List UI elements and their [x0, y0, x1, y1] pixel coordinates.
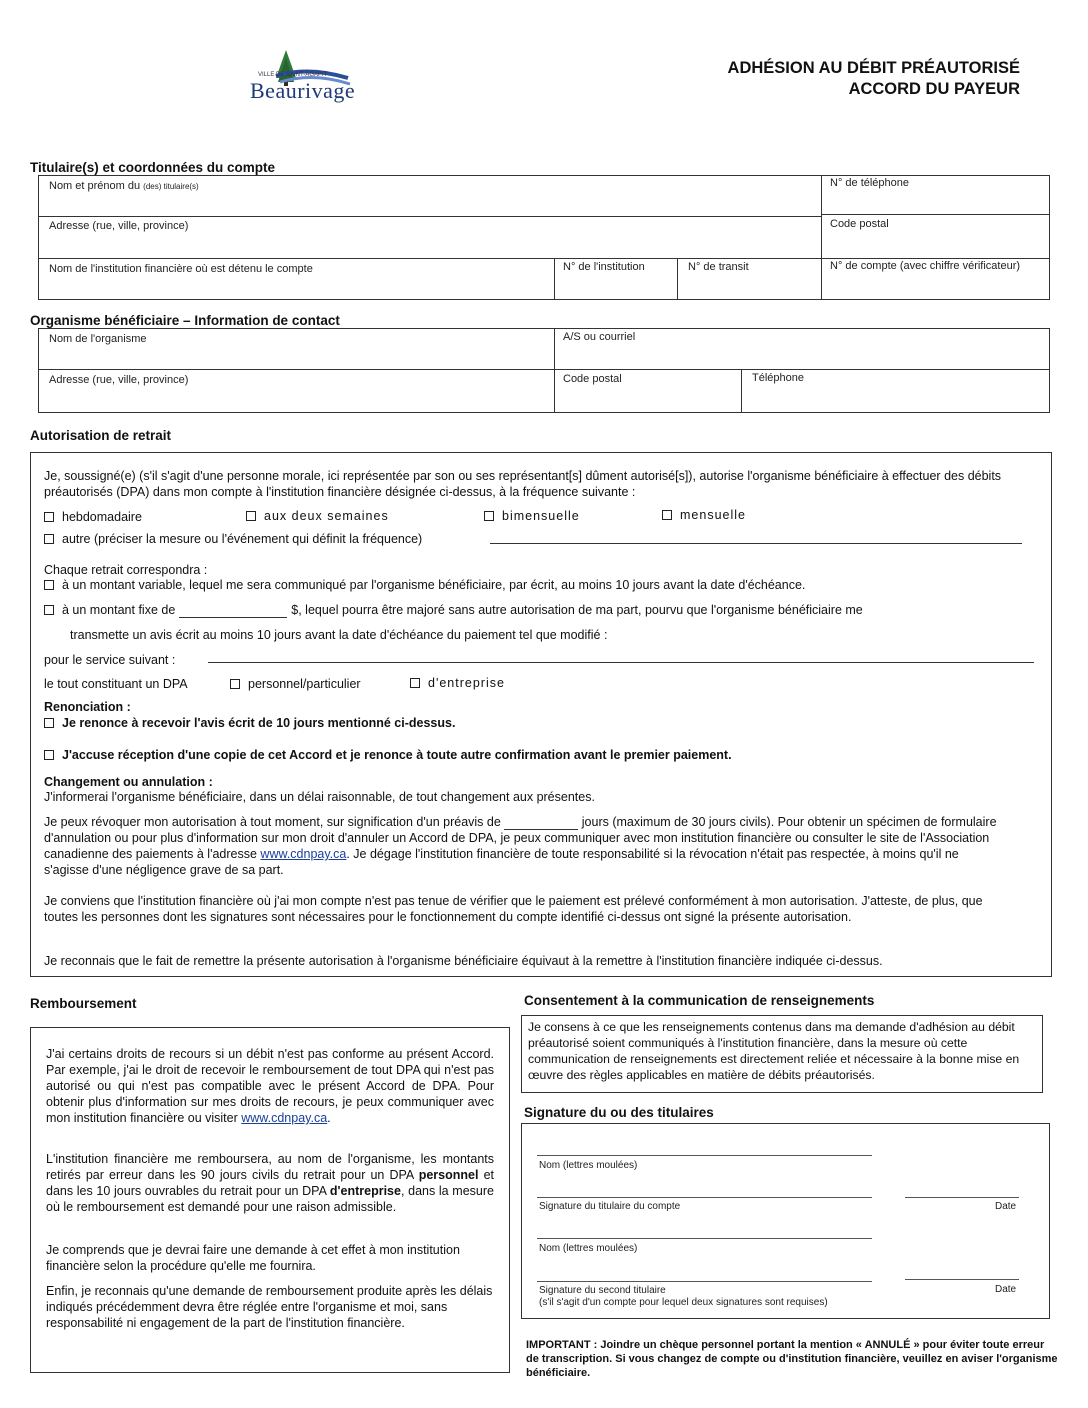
freq-other-line[interactable] — [490, 543, 1022, 544]
checkbox-icon[interactable] — [44, 534, 54, 544]
signature-note-2: (s'il s'agit d'un compte pour lequel deux signatures sont requises) — [539, 1297, 828, 1308]
refund-cdnpay-link[interactable]: www.cdnpay.ca — [241, 1111, 328, 1125]
refund-paragraph-3: Je comprends que je devrai faire une demande à cet effet à mon institution financière selon la procédure qu'elle me fournira. — [46, 1243, 460, 1273]
refund-paragraph-2: L'institution financière me remboursera, au nom de l'organisme, les montants retirés par erreur dans les 90 jours civils du retrait pour un DPA personnel et dans les 10 jours ouvrables du retrait pour un DPA d'entreprise, dans la mesure où le remboursement est demandé pour une raison admissible. — [46, 1152, 494, 1214]
date-line-2[interactable] — [905, 1279, 1019, 1280]
freq-semimonthly-option[interactable]: bimensuelle — [484, 508, 580, 524]
checkbox-icon[interactable] — [484, 511, 494, 521]
logo-text: Beaurivage — [250, 78, 356, 103]
important-note: IMPORTANT : Joindre un chèque personnel portant la mention « ANNULÉ » pour éviter toute erreur de transcription. Si vous changez de compte ou d'institution financière, veuillez en aviser l'organisme bénéficiaire. — [526, 1339, 1058, 1379]
waiver-option-1[interactable]: Je renonce à recevoir l'avis écrit de 10 jours mentionné ci-dessus. — [44, 715, 455, 731]
waiver-option-2[interactable]: J'accuse réception d'une copie de cet Accord et je renonce à toute autre confirmation avant le premier paiement. — [44, 747, 732, 763]
checkbox-icon[interactable] — [44, 512, 54, 522]
name-label-1: Nom (lettres moulées) — [539, 1160, 638, 1171]
notice-days-input[interactable] — [504, 829, 578, 830]
logo — [238, 44, 388, 110]
each-withdrawal-label: Chaque retrait correspondra : — [44, 563, 208, 577]
title-line-2: ACCORD DU PAYEUR — [848, 80, 1020, 98]
fixed-amount-input[interactable] — [179, 617, 287, 618]
checkbox-icon[interactable] — [662, 510, 672, 520]
cdnpay-link[interactable]: www.cdnpay.ca — [260, 847, 347, 861]
consent-text: Je consens à ce que les renseignements contenus dans ma demande d'adhésion au débit préautorisé soient communiqués à l'institution financière, dans la mesure où cette communication de renseignements est directement reliée et nécessaire à la bonne mise en œuvre des règles applicables en matière de débits préautorisés. — [528, 1020, 1020, 1082]
signature-label-2: Signature du second titulaire — [539, 1285, 666, 1296]
org-contact-field[interactable]: A/S ou courriel — [563, 331, 636, 343]
signature-heading: Signature du ou des titulaires — [524, 1105, 714, 1120]
checkbox-icon[interactable] — [44, 718, 54, 728]
checkbox-icon[interactable] — [44, 750, 54, 760]
freq-monthly-option[interactable]: mensuelle — [662, 507, 746, 523]
org-info-box — [38, 328, 1050, 413]
institution-number-field[interactable]: N° de l'institution — [563, 261, 645, 273]
institution-name-field[interactable]: Nom de l'institution financière où est détenu le compte — [49, 263, 313, 275]
consent-heading: Consentement à la communication de renseignements — [524, 993, 875, 1008]
authorization-heading: Autorisation de retrait — [30, 428, 172, 443]
org-section-heading: Organisme bénéficiaire – Information de contact — [30, 313, 340, 328]
dpa-business-option[interactable]: d'entreprise — [410, 675, 505, 691]
checkbox-icon[interactable] — [230, 679, 240, 689]
org-name-field[interactable]: Nom de l'organisme — [49, 333, 147, 345]
freq-other-option[interactable]: autre (préciser la mesure ou l'événement qui définit la fréquence) — [44, 531, 422, 547]
date-label-2: Date — [995, 1284, 1017, 1295]
checkbox-icon[interactable] — [246, 511, 256, 521]
refund-paragraph-4: Enfin, je reconnais qu'une demande de remboursement produite après les délais indiqués précédemment devra être réglée entre l'organisme et moi, sans responsabilité ni engagement de la part de l'institution financière. — [46, 1284, 493, 1330]
revoke-paragraph: Je peux révoquer mon autorisation à tout moment, sur signification d'un préavis de jours (maximum de 30 jours civils). Pour obtenir un spécimen de formulaire d'annulation ou pour plus d'information sur mon droit d'annuler un Accord de DPA, je peux communiquer avec mon institution financière ou consulter le site de l'Association canadienne des paiements à l'adresse www.cdnpay.ca. Je dégage l'institution financière de toute responsabilité si la révocation n'était pas respectée, à moins qu'il ne s'agisse d'une négligence grave de sa part. — [44, 815, 997, 877]
name-line-1[interactable] — [537, 1155, 872, 1156]
waiver-heading: Renonciation : — [44, 700, 131, 714]
signature-line-1[interactable] — [537, 1197, 872, 1198]
account-info-box — [38, 175, 1050, 300]
name-label-2: Nom (lettres moulées) — [539, 1243, 638, 1254]
change-text: J'informerai l'organisme bénéficiaire, dans un délai raisonnable, de tout changement aux présentes. — [44, 790, 595, 804]
org-address-field[interactable]: Adresse (rue, ville, province) — [49, 374, 189, 386]
address-field[interactable]: Adresse (rue, ville, province) — [49, 220, 189, 232]
transit-number-field[interactable]: N° de transit — [688, 261, 749, 273]
service-label: pour le service suivant : — [44, 653, 176, 667]
variable-amount-option[interactable]: à un montant variable, lequel me sera communiqué par l'organisme bénéficiaire, par écrit, au moins 10 jours avant la date d'échéance. — [44, 577, 805, 593]
date-label-1: Date — [995, 1201, 1017, 1212]
org-postal-field[interactable]: Code postal — [563, 373, 622, 385]
fixed-amount-continued: transmette un avis écrit au moins 10 jours avant la date d'échéance du paiement tel que modifié : — [70, 628, 608, 642]
refund-paragraph-1: J'ai certains droits de recours si un débit n'est pas conforme au présent Accord. Par exemple, j'ai le droit de recevoir le remboursement de tout DPA qui n'est pas autorisé ou qui n'est pas compatible avec le présent Accord de DPA. Pour obtenir plus d'information sur mes droits de recours, je peux communiquer avec mon institution financière ou visiter www.cdnpay.ca. — [46, 1047, 494, 1125]
checkbox-icon[interactable] — [410, 678, 420, 688]
name-line-2[interactable] — [537, 1238, 872, 1239]
dpa-type-label: le tout constituant un DPA — [44, 677, 188, 691]
dpa-personal-option[interactable]: personnel/particulier — [230, 676, 361, 692]
signature-line-2[interactable] — [537, 1281, 872, 1282]
account-number-field[interactable]: N° de compte (avec chiffre vérificateur) — [830, 260, 1021, 272]
fixed-amount-option[interactable]: à un montant fixe de $, lequel pourra être majoré sans autre autorisation de ma part, pourvu que l'organisme bénéficiaire me — [44, 602, 863, 618]
authorization-intro: Je, soussigné(e) (s'il s'agit d'une personne morale, ici représentée par son ou ses représentant[s] dûment autorisé[s]), autorise l'organisme bénéficiaire à effectuer des débits préautorisés (DPA) dans mon compte à l'institution financière désignée ci-dessus, à la fréquence suivante : — [44, 469, 1002, 499]
agree-paragraph: Je conviens que l'institution financière où j'ai mon compte n'est pas tenue de vérifier que le paiement est prélevé conformément à mon autorisation. J'atteste, de plus, que toutes les personnes dont les signatures sont nécessaires pour le fonctionnement du compte identifié ci-dessus ont signé la présente autorisation. — [44, 894, 983, 924]
date-line-1[interactable] — [905, 1197, 1019, 1198]
title-line-1: ADHÉSION AU DÉBIT PRÉAUTORISÉ — [727, 59, 1020, 77]
refund-heading: Remboursement — [30, 996, 137, 1011]
phone-field[interactable]: N° de téléphone — [830, 177, 910, 189]
acknowledge-paragraph: Je reconnais que le fait de remettre la présente autorisation à l'organisme bénéficiaire équivaut à la remettre à l'institution financière indiquée ci-dessus. — [44, 954, 883, 968]
checkbox-icon[interactable] — [44, 580, 54, 590]
freq-biweekly-option[interactable]: aux deux semaines — [246, 508, 389, 524]
signature-label-1: Signature du titulaire du compte — [539, 1201, 681, 1212]
service-line[interactable] — [208, 662, 1034, 663]
checkbox-icon[interactable] — [44, 605, 54, 615]
change-heading: Changement ou annulation : — [44, 775, 213, 789]
org-phone-field[interactable]: Téléphone — [752, 372, 804, 384]
logo-subtext: VILLE DE SAINT-AGAPIT — [258, 72, 328, 78]
freq-weekly-option[interactable]: hebdomadaire — [44, 509, 142, 525]
account-section-heading: Titulaire(s) et coordonnées du compte — [30, 160, 276, 175]
holder-name-field[interactable]: Nom et prénom du (des) titulaire(s) — [49, 180, 199, 192]
postal-code-field[interactable]: Code postal — [830, 218, 889, 230]
form-title — [728, 58, 1020, 100]
